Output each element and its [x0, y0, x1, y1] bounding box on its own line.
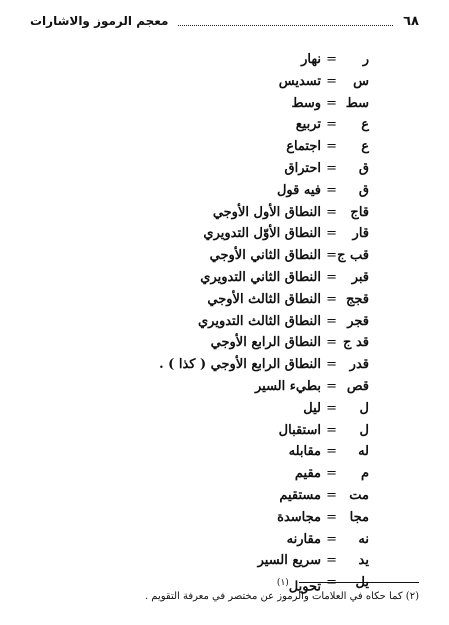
symbol: قدر [349, 357, 369, 373]
meaning-text: النطاق الأول الأوجي [212, 204, 321, 220]
meaning-text: مستقيم [279, 488, 321, 503]
list-item [0, 289, 449, 311]
list-item [0, 311, 449, 333]
symbol: مت [349, 488, 369, 503]
list-item [0, 507, 449, 529]
equals-sign: = [326, 182, 337, 198]
meaning-text: النطاق الثاني التدويري [200, 270, 321, 285]
meaning-text: النطاق الثالث الأوجي [207, 291, 321, 307]
meaning [203, 223, 321, 245]
symbol: قد ج [343, 335, 369, 351]
symbol: ع [361, 117, 369, 133]
meaning-text: احتراق [284, 161, 321, 176]
footnote: (٢) كما حكاه في العلامات والرموز عن مختصر في معرفة التقويم . [144, 591, 419, 602]
meaning-text: استقبال [278, 422, 321, 438]
symbol: نه [358, 531, 369, 547]
meaning-text: فيه قول [276, 182, 321, 198]
meaning [289, 441, 321, 463]
equals-sign: = [326, 553, 337, 569]
equals-sign: = [326, 161, 337, 176]
list-item [0, 202, 449, 224]
equals-sign: = [326, 95, 337, 111]
symbol: سط [345, 95, 369, 111]
list-item [0, 49, 449, 71]
symbol: يد [358, 553, 369, 569]
equals-sign: = [326, 335, 337, 351]
meaning [279, 485, 321, 507]
meaning [279, 420, 321, 442]
symbol: ع [361, 139, 369, 155]
meaning [255, 376, 321, 398]
symbol: قب ج [337, 248, 369, 264]
meaning [291, 93, 321, 115]
symbol: ق [358, 182, 369, 198]
equals-sign: = [326, 531, 337, 547]
meaning-text: النطاق الرابع الأوجي ( كذا ) . [159, 357, 321, 373]
meaning-text: بطيء السير [254, 379, 321, 394]
meaning [213, 202, 321, 224]
list-item [0, 354, 449, 376]
equals-sign: = [326, 488, 337, 503]
symbol: ق [358, 161, 369, 176]
equals-sign: = [326, 73, 337, 89]
symbol: ل [359, 422, 369, 438]
symbol: ر [362, 52, 369, 67]
meaning-text: النطاق الثاني الأوجي [209, 248, 321, 264]
equals-sign: = [326, 466, 337, 482]
equals-sign: = [326, 400, 337, 416]
equals-sign: = [326, 357, 337, 373]
list-item [0, 441, 449, 463]
meaning-text: تحويل [288, 579, 321, 595]
meaning [207, 289, 321, 311]
meaning-text: وسط [291, 95, 321, 111]
meaning-text: مقيم [294, 466, 321, 482]
meaning [286, 136, 321, 158]
footnote-ref: (١) [276, 578, 289, 589]
equals-sign: = [326, 248, 337, 264]
list-item [0, 376, 449, 398]
list-item [0, 463, 449, 485]
meaning [295, 463, 321, 485]
page-number: ٦٨ [403, 13, 419, 29]
symbol: ل [359, 400, 369, 416]
equals-sign: = [326, 422, 337, 438]
equals-sign: = [326, 444, 337, 460]
equals-sign: = [326, 270, 337, 285]
meaning [159, 354, 321, 376]
meaning [287, 529, 321, 551]
equals-sign: = [326, 139, 337, 155]
header-title: معجم الرموز والاشارات [30, 14, 169, 28]
meaning [258, 550, 321, 572]
symbol: قجج [346, 291, 369, 307]
equals-sign: = [326, 509, 337, 525]
meaning [211, 332, 321, 354]
equals-sign: = [326, 379, 337, 394]
meaning [277, 507, 321, 529]
meaning-text: مجاسدة [277, 509, 321, 525]
list-item [0, 158, 449, 180]
list-item [0, 529, 449, 551]
symbol: م [360, 466, 369, 482]
meaning-text: النطاق الثالث التدويري [197, 313, 321, 329]
list-item [0, 223, 449, 245]
footnote-rule [299, 582, 419, 583]
meaning [200, 267, 321, 289]
equals-sign: = [326, 204, 337, 220]
meaning-text: سريع السير [257, 553, 321, 569]
list-item [0, 93, 449, 115]
list-item [0, 136, 449, 158]
meaning [285, 158, 321, 180]
meaning-text: تربيع [295, 117, 321, 133]
equals-sign: = [326, 575, 337, 591]
meaning [279, 71, 321, 93]
list-item [0, 71, 449, 93]
running-header [30, 10, 419, 32]
meaning-text: النطاق الأوّل التدويري [203, 226, 321, 242]
list-item [0, 485, 449, 507]
equals-sign: = [326, 52, 337, 67]
header-dot-leader [178, 17, 393, 26]
list-item [0, 180, 449, 202]
meaning-text: اجتماع [286, 139, 321, 155]
list-item [0, 114, 449, 136]
symbol: قص [346, 379, 369, 394]
meaning [210, 245, 321, 267]
meaning [277, 180, 321, 202]
symbol: يل [355, 575, 369, 591]
symbol: له [358, 444, 369, 460]
meaning-text: تسديس [278, 73, 321, 89]
symbol: قاج [350, 204, 369, 220]
meaning [198, 311, 321, 333]
meaning-text: نهار [301, 52, 321, 67]
meaning [303, 398, 321, 420]
meaning [301, 49, 321, 71]
list-item [0, 245, 449, 267]
list-item [0, 267, 449, 289]
list-item [0, 332, 449, 354]
equals-sign: = [326, 291, 337, 307]
equals-sign: = [326, 313, 337, 329]
meaning-text: مقابله [288, 444, 321, 460]
symbol: قجر [347, 313, 369, 329]
symbol: قبر [351, 270, 369, 285]
meaning-text: مقارنه [286, 531, 321, 547]
meaning-text: ليل [303, 400, 321, 416]
list-item [0, 420, 449, 442]
symbol: س [353, 73, 369, 89]
symbol: قار [352, 226, 369, 242]
list-item [0, 398, 449, 420]
list-item [0, 550, 449, 572]
meaning-text: النطاق الرابع الأوجي [210, 335, 321, 351]
equals-sign: = [326, 117, 337, 133]
symbol: مجا [349, 509, 369, 525]
equals-sign: = [326, 226, 337, 242]
meaning [296, 114, 321, 136]
